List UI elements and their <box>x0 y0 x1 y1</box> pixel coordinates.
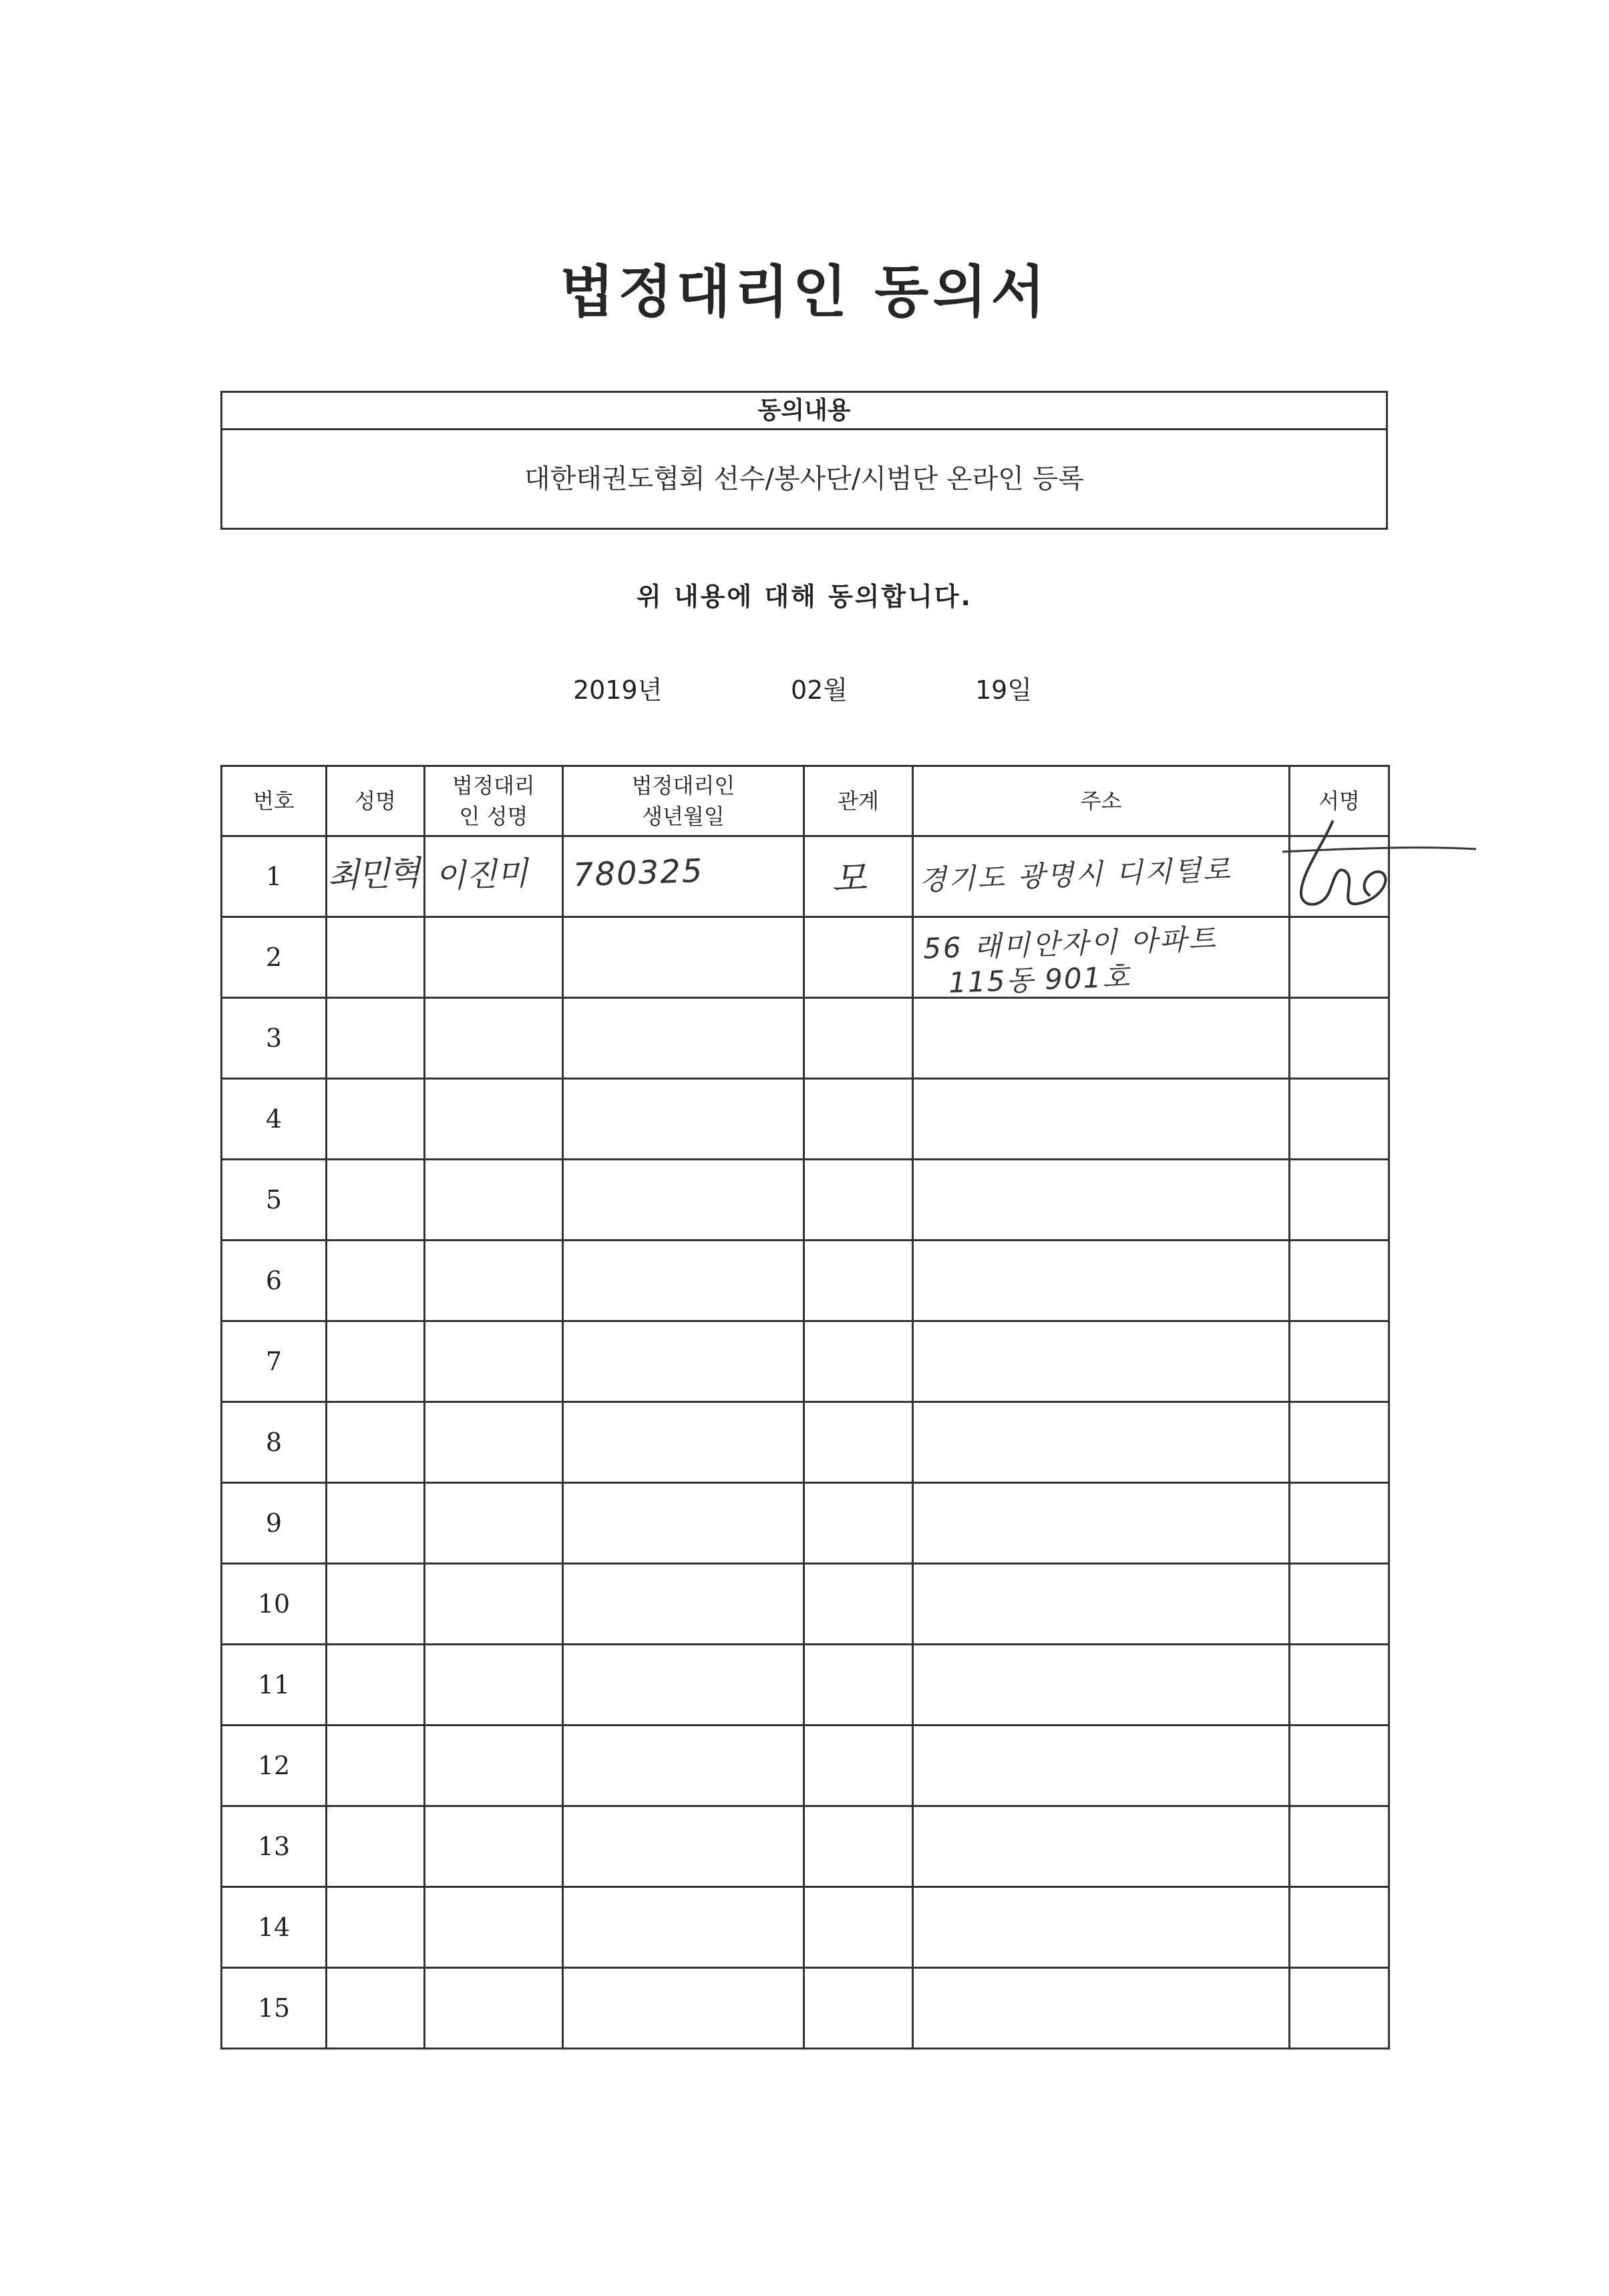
header-guardian-birth-label: 법정대리인 생년월일 <box>631 773 735 829</box>
empty-cell <box>1290 917 1389 998</box>
empty-cell <box>913 1241 1290 1321</box>
empty-cell <box>425 1887 563 1968</box>
table-row <box>222 1402 1389 1483</box>
empty-cell <box>425 1726 563 1806</box>
header-address: 주소 <box>913 766 1290 836</box>
empty-cell <box>804 1726 913 1806</box>
empty-cell <box>327 1483 425 1564</box>
empty-cell <box>804 1968 913 2049</box>
empty-cell <box>1290 1079 1389 1160</box>
date-day: 19일 <box>975 675 1033 705</box>
empty-cell <box>563 1968 804 2049</box>
agreement-statement: 위 내용에 대해 동의합니다. <box>637 582 972 611</box>
row-number: 9 <box>222 1483 327 1564</box>
empty-cell <box>327 1726 425 1806</box>
table-row <box>222 1887 1389 1968</box>
row-number: 1 <box>222 836 327 917</box>
empty-cell <box>913 1564 1290 1645</box>
empty-cell <box>804 1079 913 1160</box>
entry-guardian-name: 이진미 <box>434 854 529 896</box>
empty-cell <box>425 1079 563 1160</box>
empty-cell <box>913 1887 1290 1968</box>
empty-cell <box>1290 1402 1389 1483</box>
empty-cell <box>563 1806 804 1887</box>
empty-cell <box>804 1321 913 1402</box>
empty-cell <box>425 1968 563 2049</box>
registration-table <box>220 765 1390 2049</box>
row-number: 15 <box>222 1968 327 2049</box>
empty-cell <box>913 1968 1290 2049</box>
empty-cell <box>913 1402 1290 1483</box>
entry-guardian-birth: 780325 <box>572 852 705 894</box>
row-number: 13 <box>222 1806 327 1887</box>
empty-cell <box>327 1241 425 1321</box>
empty-cell <box>1290 1806 1389 1887</box>
row-number: 10 <box>222 1564 327 1645</box>
row-number: 14 <box>222 1887 327 1968</box>
empty-cell <box>804 1564 913 1645</box>
empty-cell <box>1290 1726 1389 1806</box>
header-guardian-name <box>425 766 563 836</box>
header-relation: 관계 <box>804 766 913 836</box>
empty-cell <box>1290 1887 1389 1968</box>
empty-cell <box>563 998 804 1079</box>
empty-cell <box>425 1402 563 1483</box>
empty-cell <box>804 1645 913 1726</box>
row-number: 11 <box>222 1645 327 1726</box>
consent-body: 대한태권도협회 선수/봉사단/시범단 온라인 등록 <box>524 464 1084 494</box>
document-title: 법정대리인 동의서 <box>560 259 1049 325</box>
empty-cell <box>327 1079 425 1160</box>
empty-cell <box>425 1645 563 1726</box>
table-row <box>222 1806 1389 1887</box>
empty-cell <box>563 1887 804 1968</box>
entry-name-cell <box>327 836 425 917</box>
table-row <box>222 1968 1389 2049</box>
date-year: 2019년 <box>573 675 663 705</box>
empty-cell <box>804 1887 913 1968</box>
header-guardian-birth <box>563 766 804 836</box>
empty-cell <box>327 1806 425 1887</box>
entry-address-line1: 경기도 광명시 디지털로 <box>918 852 1233 897</box>
empty-cell <box>913 1321 1290 1402</box>
row-number: 7 <box>222 1321 327 1402</box>
row-number: 6 <box>222 1241 327 1321</box>
empty-cell <box>563 1321 804 1402</box>
row-number: 3 <box>222 998 327 1079</box>
empty-cell <box>425 917 563 998</box>
entry-address-line3: 115동 901호 <box>948 960 1131 999</box>
empty-cell <box>913 1079 1290 1160</box>
empty-cell <box>563 1483 804 1564</box>
empty-cell <box>563 1241 804 1321</box>
row-number: 4 <box>222 1079 327 1160</box>
empty-cell <box>425 1806 563 1887</box>
empty-cell <box>425 1321 563 1402</box>
empty-cell <box>327 1160 425 1241</box>
table-row <box>222 1726 1389 1806</box>
date-month: 02월 <box>791 675 848 705</box>
empty-cell <box>1290 1160 1389 1241</box>
row-number: 8 <box>222 1402 327 1483</box>
empty-cell <box>563 1564 804 1645</box>
handwritten-signature-icon <box>1276 818 1476 925</box>
empty-cell <box>804 1806 913 1887</box>
empty-cell <box>425 1564 563 1645</box>
empty-cell <box>913 1160 1290 1241</box>
empty-cell <box>327 1402 425 1483</box>
empty-cell <box>1290 1483 1389 1564</box>
empty-cell <box>1290 1564 1389 1645</box>
empty-cell <box>804 1241 913 1321</box>
header-name: 성명 <box>327 766 425 836</box>
empty-cell <box>1290 1321 1389 1402</box>
row-number: 12 <box>222 1726 327 1806</box>
table-row <box>222 1241 1389 1321</box>
empty-cell <box>1290 1241 1389 1321</box>
empty-cell <box>913 1726 1290 1806</box>
entry-address-line2: 56 래미안자이 아파트 <box>922 922 1218 965</box>
table-row <box>222 1483 1389 1564</box>
empty-cell <box>327 1564 425 1645</box>
empty-cell <box>327 1645 425 1726</box>
empty-cell <box>327 917 425 998</box>
empty-cell <box>327 1887 425 1968</box>
entry-address-cell <box>913 836 1290 917</box>
empty-cell <box>425 1241 563 1321</box>
empty-cell <box>563 1645 804 1726</box>
entry-guardian-name-cell <box>425 836 563 917</box>
entry-relation: 모 <box>831 857 868 900</box>
table-header-row <box>222 766 1389 836</box>
header-signature: 서명 <box>1290 766 1389 836</box>
empty-cell <box>913 998 1290 1079</box>
empty-cell <box>327 1968 425 2049</box>
empty-cell <box>1290 1968 1389 2049</box>
entry-guardian-birth-cell <box>563 836 804 917</box>
empty-cell <box>913 1806 1290 1887</box>
table-row <box>222 998 1389 1079</box>
empty-cell <box>804 1160 913 1241</box>
empty-cell <box>327 1321 425 1402</box>
entry-name: 최민혁 <box>327 853 419 896</box>
table-row <box>222 1645 1389 1726</box>
table-row <box>222 1160 1389 1241</box>
row-number: 2 <box>222 917 327 998</box>
table-row <box>222 1079 1389 1160</box>
empty-cell <box>327 998 425 1079</box>
consent-header: 동의내용 <box>222 393 1386 430</box>
empty-cell <box>563 917 804 998</box>
header-guardian-name-label: 법정대리인 성명 <box>452 773 535 829</box>
empty-cell <box>563 1079 804 1160</box>
empty-cell <box>1290 1645 1389 1726</box>
empty-cell <box>425 1160 563 1241</box>
empty-cell <box>1290 998 1389 1079</box>
empty-cell <box>563 1160 804 1241</box>
entry-relation-cell <box>804 836 913 917</box>
empty-cell <box>913 1645 1290 1726</box>
table-row <box>222 1564 1389 1645</box>
entry-address-cont-cell <box>913 917 1290 998</box>
row-number: 5 <box>222 1160 327 1241</box>
empty-cell <box>425 998 563 1079</box>
empty-cell <box>913 1483 1290 1564</box>
table-row <box>222 836 1389 917</box>
table-row <box>222 917 1389 998</box>
empty-cell <box>804 1483 913 1564</box>
header-no: 번호 <box>222 766 327 836</box>
table-row <box>222 1321 1389 1402</box>
empty-cell <box>563 1726 804 1806</box>
empty-cell <box>804 917 913 998</box>
empty-cell <box>563 1402 804 1483</box>
empty-cell <box>804 998 913 1079</box>
empty-cell <box>804 1402 913 1483</box>
consent-content-box <box>220 391 1388 530</box>
empty-cell <box>425 1483 563 1564</box>
